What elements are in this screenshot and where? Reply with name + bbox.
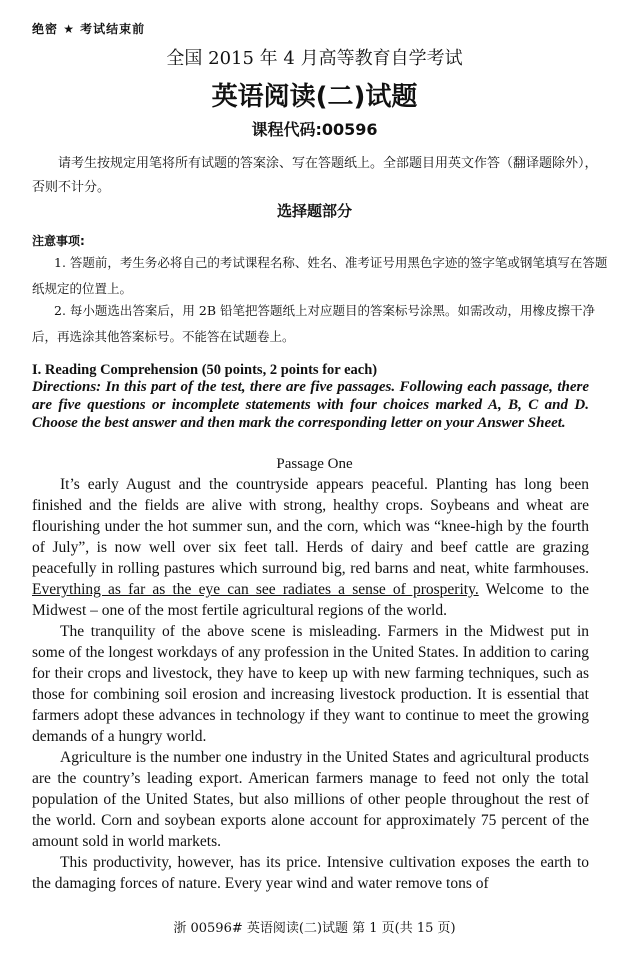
exam-title: 全国 2015 年 4 月高等教育自学考试: [166, 48, 463, 69]
paragraph-text: It’s early August and the countryside appears peaceful. Planting has long been finished and the fields are alive with strong, healthy crops. Soybeans and wheat are flourishing under the hot summer sun, and the corn, which was “knee-high by the fourth of July”, is now well over six feet tall. Herds of dairy and beef cattle are grazing peacefully in rolling pastures which surround big, red barns and neat, white farmhouses.: [32, 476, 589, 577]
general-instructions: 请考生按规定用笔将所有试题的答案涂、写在答题纸上。全部题目用英文作答（翻译题除外），否则不计分。: [32, 156, 598, 195]
page-footer: 浙 00596# 英语阅读(二)试题 第 1 页(共 15 页): [173, 921, 456, 936]
passage-title: Passage One: [276, 456, 353, 472]
passage-paragraph: The tranquility of the above scene is misleading. Farmers in the Midwest put in some of the longest workdays of any profession in the United States. In addition to caring for their crops and livestock, they have to keep up with new farming techniques, such as those for combining soil erosion and increasing livestock production. It is essential that farmers adopt these advances in technology if they want to continue to meet the growing demands of a hungry world.: [32, 623, 589, 745]
paragraph-text: Welcome to the Midwest – one of the most fertile agricultural regions of the world.: [32, 581, 589, 619]
passage-paragraph: This productivity, however, has its price. Intensive cultivation exposes the earth to the damaging forces of nature. Every year wind and water remove tons of: [32, 854, 589, 892]
note-item: 2. 每小题选出答案后，用 2B 铅笔把答题纸上对应题目的答案标号涂黑。如需改动，用橡皮擦干净后，再选涂其他答案标号。不能答在试题卷上。: [32, 303, 595, 344]
confidential-label: 绝密: [32, 22, 59, 36]
part-heading: I. Reading Comprehension (50 points, 2 points for each): [32, 362, 378, 378]
paper-title: 英语阅读(二)试题: [211, 82, 418, 112]
course-code-line: [0, 117, 629, 140]
note-item: 1. 答题前，考生务必将自己的考试课程名称、姓名、准考证号用黑色字迹的签字笔或钢笔填写在答题纸规定的位置上。: [32, 255, 608, 296]
section-title: 选择题部分: [276, 202, 352, 220]
confidential-notice: [32, 20, 145, 37]
star-icon: ★: [63, 22, 75, 36]
confidential-note: 考试结束前: [80, 22, 146, 36]
passage-body: [32, 474, 589, 894]
course-code: 00596: [321, 120, 378, 139]
directions: Directions: In this part of the test, there are five passages. Following each passage, there are five questions or incomplete statements with four choices marked A, B, C and D. Choose the best answer and then mark the corresponding letter on your Answer Sheet.: [32, 379, 589, 431]
underlined-sentence: Everything as far as the eye can see radiates a sense of prosperity.: [32, 581, 479, 598]
passage-paragraph: Agriculture is the number one industry in the United States and agricultural products are the country’s leading export. American farmers manage to feed not only the total population of the United States, but also millions of other people throughout the rest of the world. Corn and soybean exports alone account for approximately 75 percent of the amount sold in world markets.: [32, 749, 589, 850]
passage-paragraph: [32, 474, 589, 621]
course-code-label: 课程代码:: [251, 120, 322, 139]
notes-title: 注意事项:: [32, 234, 85, 248]
